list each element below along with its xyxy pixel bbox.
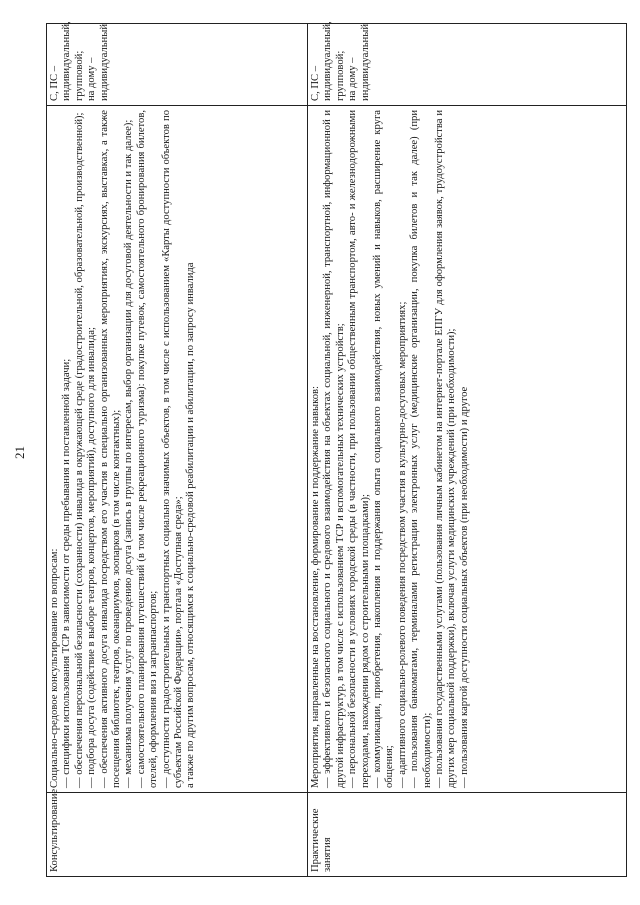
content-line: — подбора досуга (содействие в выборе театров, концертов, мероприятий), доступного для инвалида; (86, 327, 98, 788)
service-title-cell (47, 788, 308, 877)
content-line: — коммуникации, приобретения, накопления и поддержания опыта социального взаимодействия, новых умений и навыков, расширение круга общения; (372, 110, 396, 788)
content-line: — специфики использования ТСР в зависимости от среды пребывания и поставленной задачи; (61, 358, 73, 788)
service-content-cell (308, 106, 627, 793)
service-title-cell (308, 793, 627, 877)
form-line: С, ПС – (310, 65, 321, 101)
table-row-practical (308, 24, 627, 877)
page-number: 21 (12, 446, 27, 459)
content-line: Социально-средовое консультирование по вопросам: (49, 548, 60, 788)
content-line: — персональной безопасности в условиях городской среды (в частности, при пользовании общественным транспортом, авто- и железнодорожными переходами, нахождении рядом со строительными площадками); (347, 110, 371, 788)
form-line: групповой; (334, 50, 346, 101)
form-line: С, ПС – (49, 65, 60, 101)
form-line: групповой; (73, 50, 85, 101)
content-line: — пользования банкоматами, терминалами регистрации электронных услуг (медицинские организации, покупка билетов и так далее) (при необходимости); (409, 110, 433, 788)
form-line: на дому – (347, 57, 359, 101)
form-line: индивидуальный, (322, 21, 334, 101)
content-line: — доступности градостроительных и транспортных социально значимых объектов, в том числе с использованием «Карты доступности объектов по субъектам Российской Федерации», портала «Доступная среда»; (160, 110, 185, 788)
content-line: Мероприятия, направленные на восстановление, формирование и поддержание навыков: (310, 386, 321, 788)
content-line: — пользования картой доступности социальных объектов (при необходимости) и другое (458, 386, 470, 788)
rehabilitation-services-table (46, 23, 627, 877)
table-row-consulting (47, 24, 308, 877)
content-line: — механизма получения услуг по проведению досуга (запись в группы по интересам, выбор организации для досуговой деятельности и так далее); (123, 119, 135, 788)
form-line: индивидуальный (98, 24, 110, 101)
content-line: а также по другим вопросам, относящимся к социально-средовой реабилитации и абилитации, по запросу инвалида (185, 262, 197, 788)
content-line: — обеспечения персональной безопасности (сохранности) инвалида в окружающей среде (градостроительной, образовательной, производственной); (73, 112, 85, 788)
content-line: — эффективного и безопасного социального и средового взаимодействия на объектах социальной, инженерной, транспортной, информационной и другой инфраструктур, в том числе с использованием ТСР и вспомогательных технических устройств; (322, 110, 346, 788)
service-title: Практические занятия (310, 808, 334, 872)
content-line: — самостоятельного планирования путешествий (в том числе рекреационного туризма): покупке путевок, самостоятельного бронирования билетов, отелей, оформления виз и загранпаспортов; (135, 110, 160, 788)
content-line: — пользования государственными услугами (пользования личным кабинетом на интернет-портале ЕПГУ для оформления заявок, трудоустройства и других мер социальной поддержки), включая услуги медицинских учреждений (при необходимости); (434, 110, 458, 788)
form-line: на дому – (86, 57, 98, 101)
service-content-cell (47, 106, 308, 793)
form-line: индивидуальный (359, 24, 371, 101)
service-form-cell (308, 21, 627, 106)
service-form-cell (47, 21, 308, 106)
content-line: — адаптивного социально-ролевого поведения посредством участия в культурно-досуговых мероприятиях; (396, 301, 408, 788)
form-line: индивидуальный, (61, 21, 73, 101)
content-line: — обеспечения активного досуга инвалида посредством его участия в специально организованных мероприятиях, экскурсиях, выставках, а также посещения библиотек, театров, океанариумов, зоопарков (в том числе контактных); (98, 110, 123, 788)
service-title: Консультирование (49, 788, 60, 872)
